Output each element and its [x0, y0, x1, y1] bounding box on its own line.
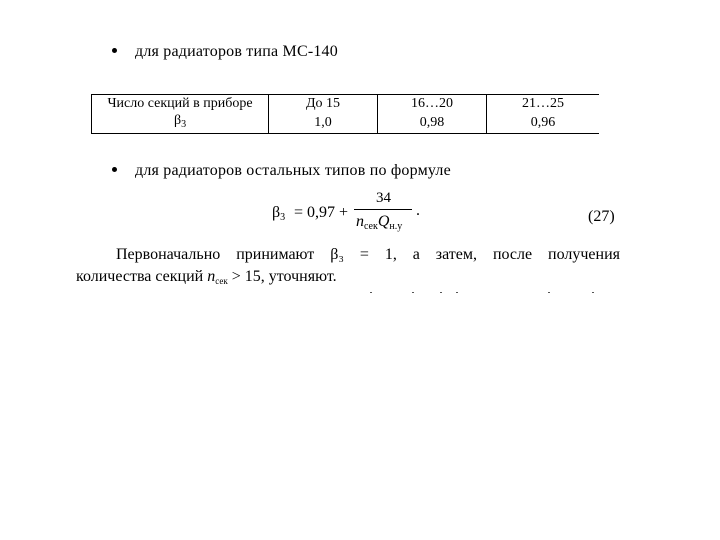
scan-speck [548, 292, 550, 293]
table-header-cell: 16…20 [378, 95, 487, 113]
table-value-cell: 0,98 [378, 112, 487, 134]
formula-lhs: $\beta_3$ [272, 204, 286, 223]
scan-speck [370, 292, 372, 293]
scan-speck [440, 292, 442, 293]
table-header-cell: До 15 [269, 95, 378, 113]
fraction-bar [354, 209, 412, 210]
table-header-cell: 21…25 [487, 95, 600, 113]
table-row [92, 95, 600, 113]
table-header-cell: Число секций в приборе [92, 95, 269, 113]
bullet-item-other [112, 162, 451, 180]
formula-period: . [416, 202, 420, 219]
paragraph-line-2: количества секций nсек > 15, уточняют. [76, 268, 337, 286]
scan-speck [592, 292, 594, 293]
beta-symbol: β [173, 113, 182, 128]
formula-27 [272, 190, 442, 238]
table-label-cell [92, 112, 269, 134]
equation-number: (27) [588, 208, 615, 225]
scan-speck [412, 292, 414, 293]
radiator-coefficient-table [91, 94, 599, 134]
table-value-cell: 0,96 [487, 112, 600, 134]
paragraph-line-1: Первоначально принимают β₃ = 1, а затем, после получения [116, 246, 620, 263]
beta-index: 3 [181, 119, 187, 130]
paragraph [76, 244, 620, 292]
formula-denominator: $n_{сек}Q_{н.у}$ [356, 213, 403, 232]
bullet-icon [112, 48, 117, 53]
table-value-cell: 1,0 [269, 112, 378, 134]
formula-constant: = 0,97 + [294, 204, 349, 221]
table-row [92, 112, 600, 134]
bullet-item-mc140 [112, 43, 338, 61]
bullet-text-mc140: для радиаторов типа МС-140 [135, 43, 338, 60]
scan-speck [456, 292, 458, 293]
bullet-text-other: для радиаторов остальных типов по формуле [135, 162, 451, 179]
bullet-icon [112, 167, 117, 172]
formula-numerator: 34 [376, 190, 391, 206]
